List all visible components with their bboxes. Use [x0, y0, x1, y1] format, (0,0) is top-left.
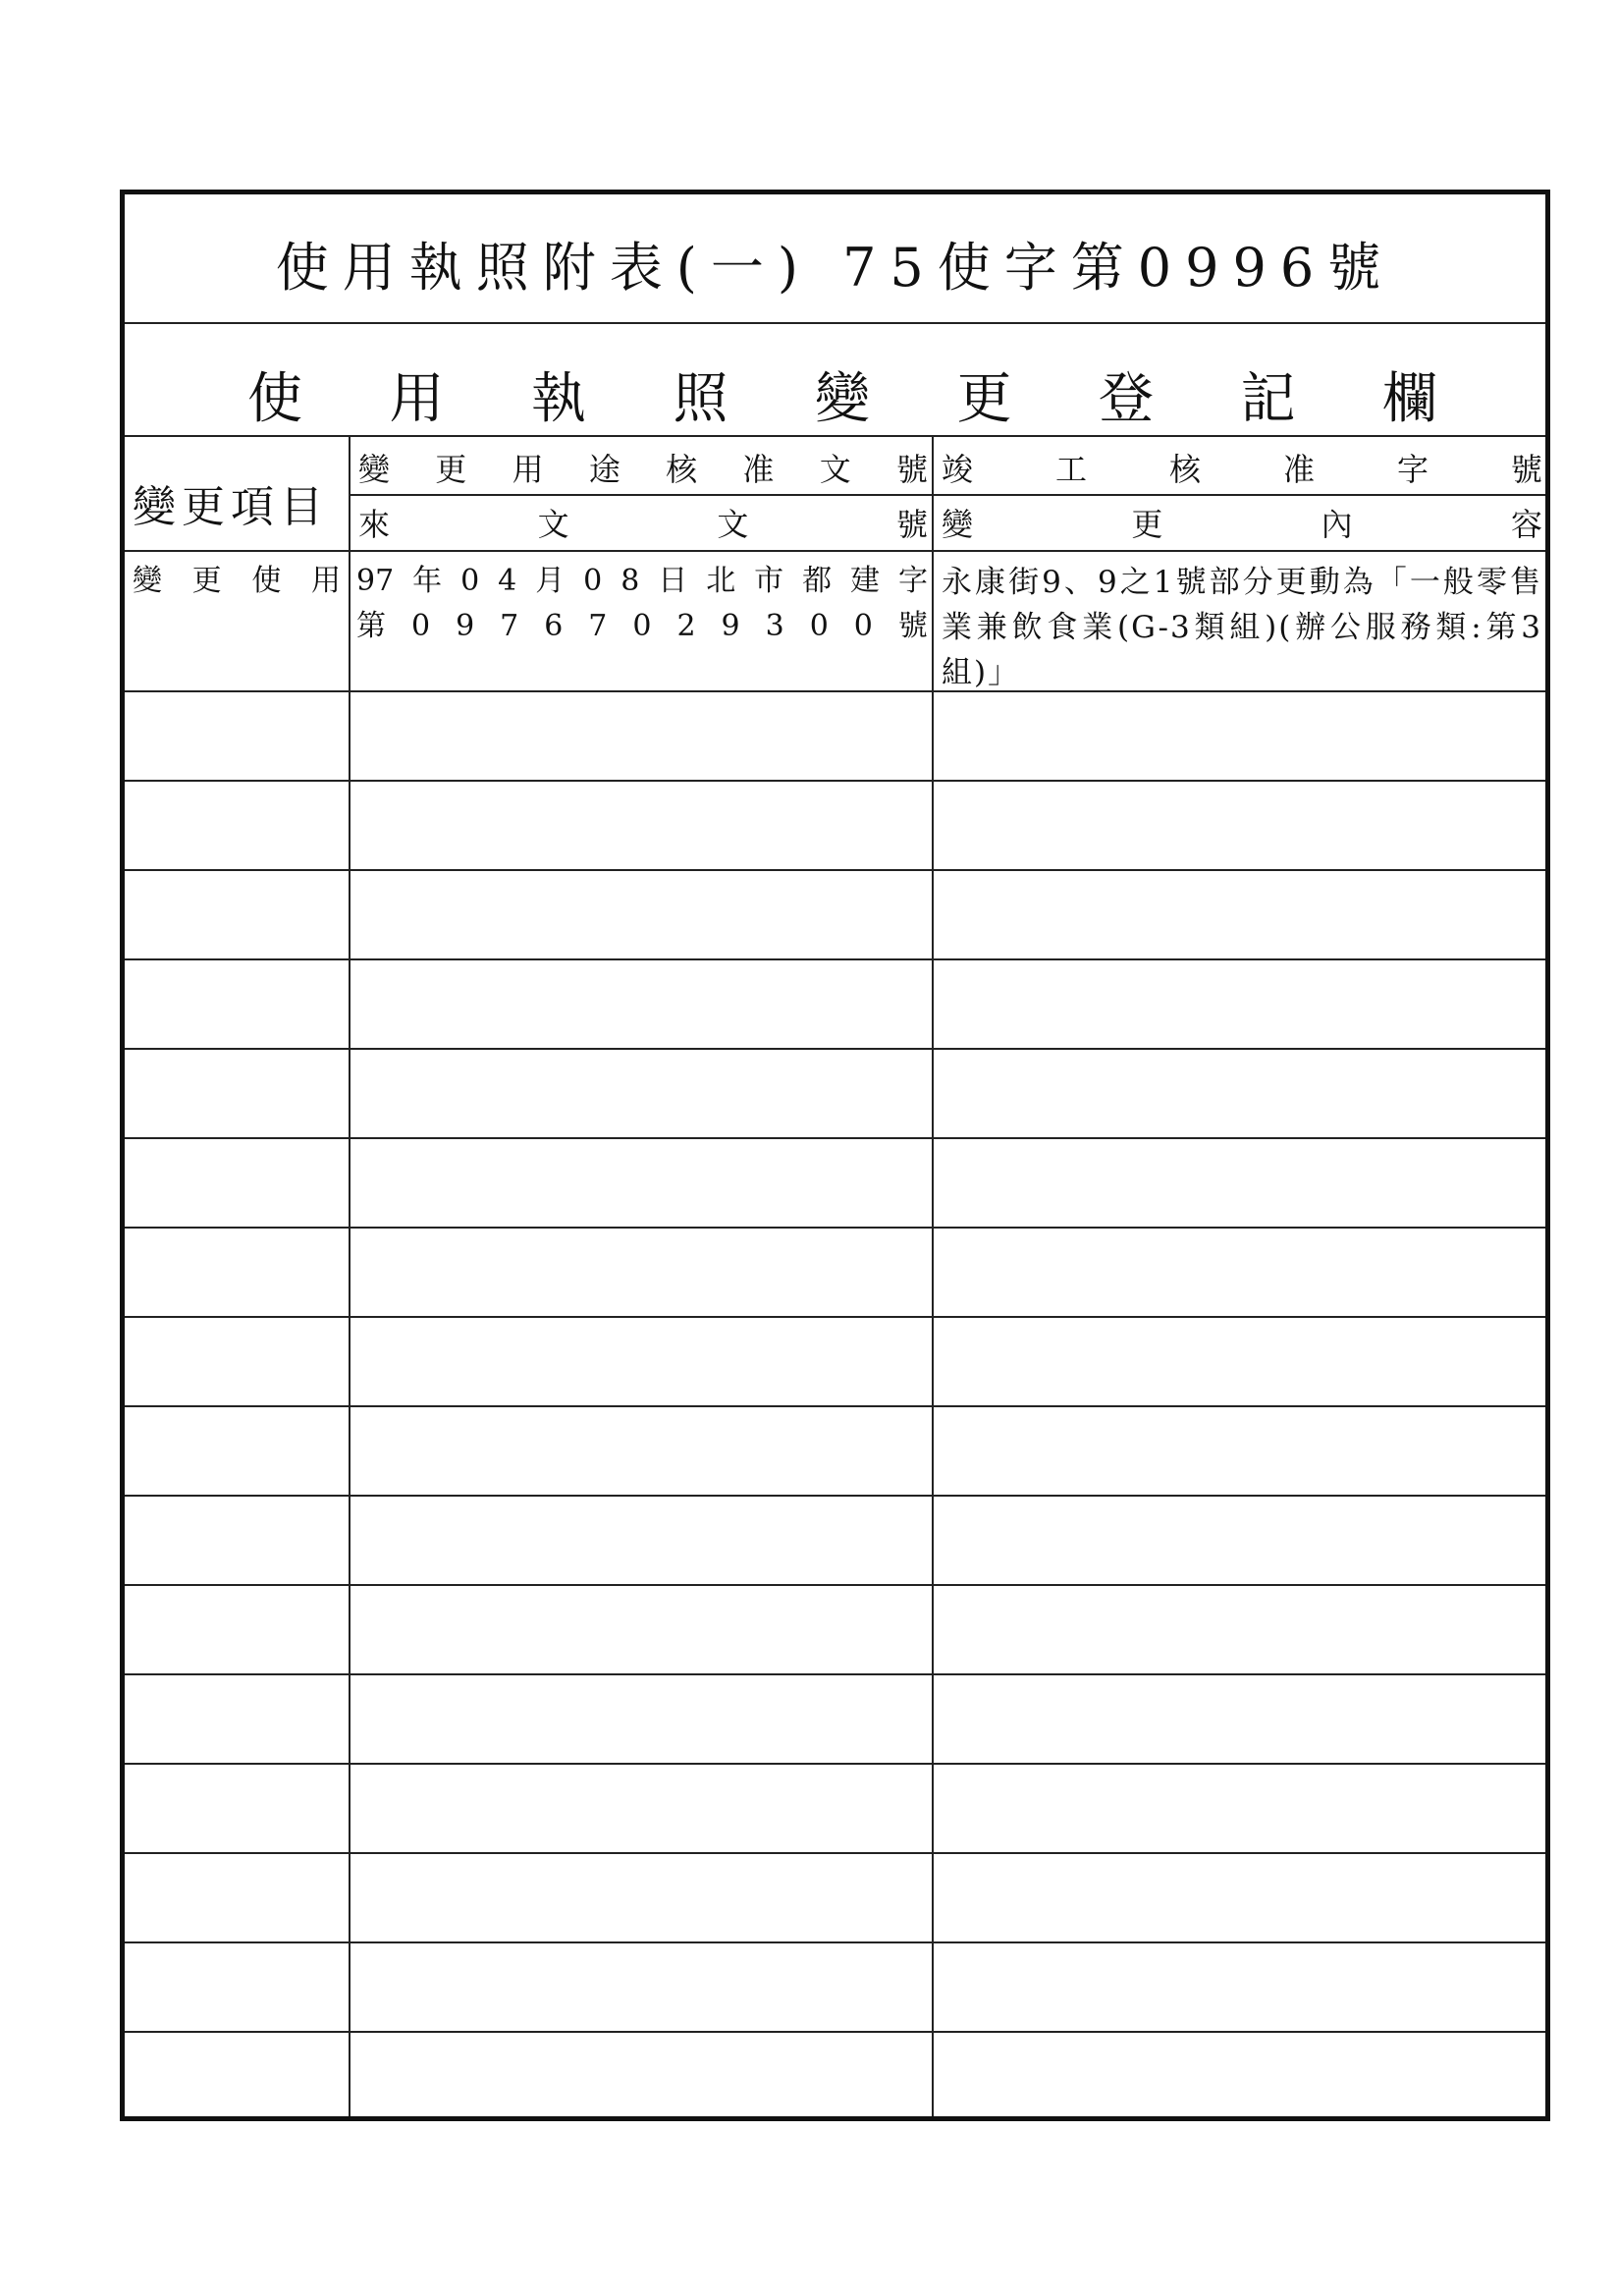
header-char: 更: [1131, 506, 1163, 543]
header-char: 核: [666, 451, 698, 488]
section-title-char: 使: [247, 367, 302, 431]
cell-char: 使: [251, 564, 282, 598]
divider: [349, 494, 1545, 496]
section-title-char: 照: [673, 367, 728, 431]
cell-char: 3: [765, 609, 784, 643]
section-title-char: 登: [1099, 367, 1154, 431]
row-divider: [125, 1316, 1545, 1318]
row-divider: [125, 2031, 1545, 2033]
cell-char: 97: [356, 564, 395, 598]
section-title: [125, 355, 1545, 434]
cell-char: 0: [583, 564, 603, 598]
header-incoming-doc-no: [358, 505, 928, 544]
cell-char: 第: [356, 609, 386, 643]
section-title-char: 更: [956, 367, 1012, 431]
header-approval-doc-no: [358, 450, 928, 489]
header-char: 文: [537, 506, 569, 543]
column-divider: [932, 435, 934, 2116]
row-divider: [125, 1941, 1545, 1943]
header-char: 號: [1510, 451, 1542, 488]
header-char: 文: [819, 451, 851, 488]
header-change-item: 變更項目: [133, 482, 329, 532]
section-title-char: 用: [389, 367, 445, 431]
usage-permit-table: [120, 190, 1550, 2121]
cell-char: 9: [721, 609, 740, 643]
cell-char: 8: [620, 564, 640, 598]
cell-char: 0: [410, 609, 431, 643]
cell-char: 7: [500, 609, 519, 643]
row-divider: [125, 869, 1545, 871]
header-char: 號: [895, 451, 928, 488]
row-divider: [125, 1584, 1545, 1586]
cell-char: 2: [676, 609, 696, 643]
cell-char: 年: [412, 564, 443, 598]
row1-change-item: [133, 562, 341, 601]
header-char: 途: [588, 451, 620, 488]
header-char: 字: [1396, 451, 1429, 488]
row-divider: [125, 780, 1545, 782]
header-char: 內: [1321, 506, 1353, 543]
cell-char: 0: [460, 564, 480, 598]
page-title: 使用執照附表(一) 75使字第0996號: [275, 237, 1395, 299]
header-char: 變: [942, 506, 974, 543]
row-divider: [125, 1495, 1545, 1497]
header-completion-approval-no: [942, 450, 1542, 489]
cell-char: 0: [809, 609, 829, 643]
row-divider: [125, 690, 1545, 692]
section-title-char: 執: [531, 367, 586, 431]
row-divider: [125, 1852, 1545, 1854]
cell-char: 0: [853, 609, 873, 643]
header-char: 准: [742, 451, 775, 488]
cell-char: 7: [588, 609, 608, 643]
header-char: 變: [358, 451, 391, 488]
cell-char: 市: [754, 564, 784, 598]
row-divider: [125, 1048, 1545, 1050]
cell-char: 月: [535, 564, 566, 598]
row1-doc-line1: [356, 562, 928, 601]
cell-char: 都: [802, 564, 833, 598]
row1-change-content: 永康街9、9之1號部分更動為「一般零售業兼飲食業(G-3類組)(辦公服務類:第3組)」: [942, 565, 1542, 690]
column-divider: [349, 435, 351, 2116]
divider: [125, 322, 1545, 324]
header-char: 容: [1510, 506, 1542, 543]
cell-char: 建: [850, 564, 881, 598]
header-change-content: [942, 505, 1542, 544]
section-title-char: 欄: [1382, 367, 1437, 431]
row-divider: [125, 1763, 1545, 1765]
header-char: 准: [1282, 451, 1315, 488]
row-divider: [125, 1227, 1545, 1229]
header-char: 用: [512, 451, 544, 488]
cell-char: 0: [632, 609, 652, 643]
cell-char: 4: [498, 564, 517, 598]
row-divider: [125, 1405, 1545, 1407]
divider: [125, 435, 1545, 437]
header-char: 來: [358, 506, 391, 543]
row-divider: [125, 1673, 1545, 1675]
header-char: 竣: [942, 451, 974, 488]
header-char: 更: [435, 451, 467, 488]
cell-char: 北: [706, 564, 736, 598]
header-char: 號: [895, 506, 928, 543]
cell-char: 號: [897, 609, 928, 643]
cell-char: 6: [544, 609, 564, 643]
header-char: 文: [717, 506, 749, 543]
header-char: 工: [1054, 451, 1087, 488]
row-divider: [125, 958, 1545, 960]
cell-char: 9: [456, 609, 475, 643]
cell-char: 變: [133, 564, 162, 598]
section-title-char: 記: [1240, 367, 1296, 431]
row1-doc-line2: [356, 607, 928, 646]
row-divider: [125, 1137, 1545, 1139]
divider: [125, 550, 1545, 552]
cell-char: 字: [898, 564, 928, 598]
cell-char: 用: [310, 564, 341, 598]
cell-char: 日: [658, 564, 688, 598]
section-title-char: 變: [815, 367, 870, 431]
header-char: 核: [1168, 451, 1201, 488]
cell-char: 更: [191, 564, 222, 598]
